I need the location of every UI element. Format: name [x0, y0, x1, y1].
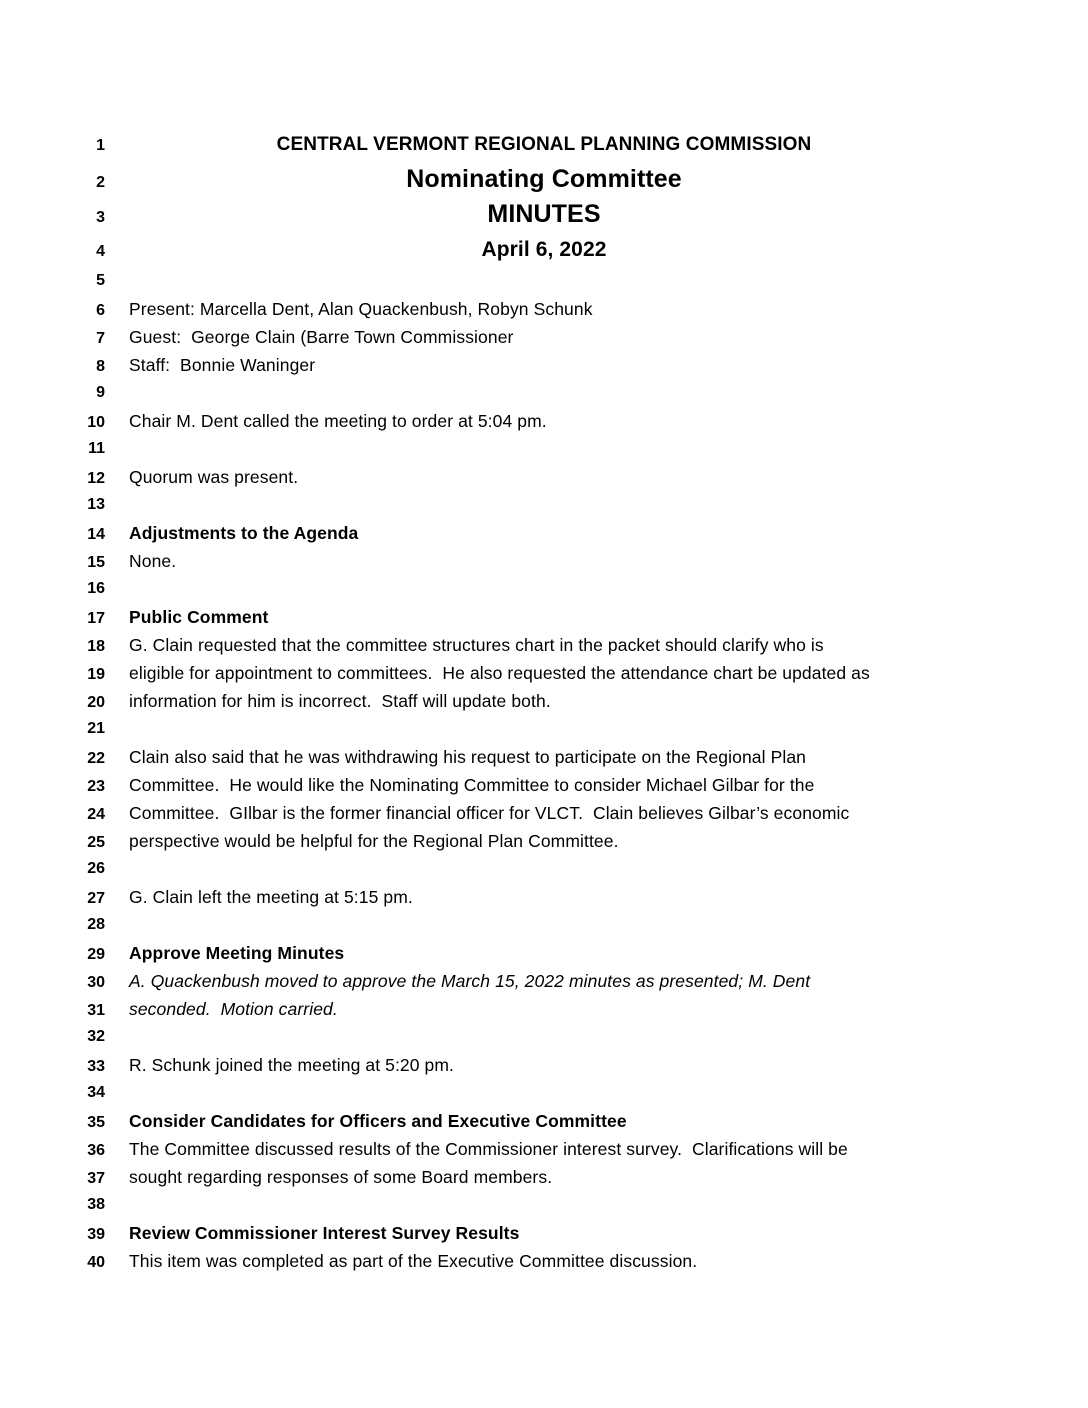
line-row [0, 435, 1088, 463]
line-text: Guest: George Clain (Barre Town Commissioner [129, 327, 514, 347]
line-row [0, 967, 1088, 995]
line-text: G. Clain requested that the committee structures chart in the packet should clarify who is [129, 635, 824, 655]
line-row [0, 715, 1088, 743]
line-text: Quorum was present. [129, 467, 299, 487]
line-text: None. [129, 551, 177, 571]
line-row [0, 295, 1088, 323]
line-number: 12 [87, 470, 105, 487]
line-number: 33 [87, 1058, 105, 1075]
line-row [0, 883, 1088, 911]
line-row [0, 603, 1088, 631]
line-row [0, 1191, 1088, 1219]
line-text: The Committee discussed results of the Commissioner interest survey. Clarifications will be [129, 1139, 848, 1159]
line-number: 4 [96, 243, 105, 260]
document-title-text: CENTRAL VERMONT REGIONAL PLANNING COMMISSION [276, 134, 812, 155]
line-number: 35 [87, 1114, 105, 1131]
line-number: 3 [96, 209, 105, 226]
line-row [0, 827, 1088, 855]
line-text: G. Clain left the meeting at 5:15 pm. [129, 887, 413, 907]
line-row [0, 687, 1088, 715]
line-number: 21 [87, 720, 105, 737]
line-row [0, 379, 1088, 407]
line-number: 32 [87, 1028, 105, 1045]
line-row [0, 519, 1088, 547]
line-text: perspective would be helpful for the Regional Plan Committee. [129, 831, 619, 851]
line-text: eligible for appointment to committees. He also requested the attendance chart be updated as [129, 663, 870, 683]
section-heading-text: Approve Meeting Minutes [129, 943, 345, 963]
line-text: R. Schunk joined the meeting at 5:20 pm. [129, 1055, 455, 1075]
line-text: Staff: Bonnie Waninger [129, 355, 316, 375]
line-number: 40 [87, 1254, 105, 1271]
line-number: 15 [87, 554, 105, 571]
line-number: 17 [87, 610, 105, 627]
line-number: 38 [87, 1196, 105, 1213]
line-number: 25 [87, 834, 105, 851]
line-row [0, 1247, 1088, 1275]
line-number: 2 [96, 174, 105, 191]
line-number: 28 [87, 916, 105, 933]
line-number: 26 [87, 860, 105, 877]
line-row [0, 1079, 1088, 1107]
line-number: 13 [87, 496, 105, 513]
line-number: 36 [87, 1142, 105, 1159]
line-number: 9 [96, 384, 105, 401]
line-text: Present: Marcella Dent, Alan Quackenbush, Robyn Schunk [129, 299, 593, 319]
line-text: Clain also said that he was withdrawing his request to participate on the Regional Plan [129, 747, 807, 767]
line-number: 39 [87, 1226, 105, 1243]
line-row [0, 407, 1088, 435]
line-text: A. Quackenbush moved to approve the March 15, 2022 minutes as presented; M. Dent [129, 971, 811, 991]
line-text: seconded. Motion carried. [129, 999, 338, 1019]
line-row [0, 939, 1088, 967]
line-row [0, 547, 1088, 575]
line-row [0, 771, 1088, 799]
line-row [0, 323, 1088, 351]
line-row [0, 575, 1088, 603]
section-heading-text: Adjustments to the Agenda [129, 523, 359, 543]
line-row [0, 232, 1088, 267]
document-body [0, 127, 1088, 1275]
line-row [0, 1051, 1088, 1079]
line-row [0, 911, 1088, 939]
line-number: 22 [87, 750, 105, 767]
line-number: 1 [96, 137, 105, 154]
line-text: information for him is incorrect. Staff will update both. [129, 691, 551, 711]
line-number: 19 [87, 666, 105, 683]
line-row [0, 1135, 1088, 1163]
line-row [0, 351, 1088, 379]
line-row [0, 463, 1088, 491]
line-text: Committee. GIlbar is the former financial officer for VLCT. Clain believes Gilbar’s economic [129, 803, 850, 823]
line-row [0, 491, 1088, 519]
line-number: 7 [96, 330, 105, 347]
line-number: 27 [87, 890, 105, 907]
line-row [0, 127, 1088, 162]
section-heading-text: Consider Candidates for Officers and Executive Committee [129, 1111, 627, 1131]
document-heading-text: Nominating Committee [406, 165, 682, 193]
section-heading-text: Public Comment [129, 607, 269, 627]
document-date-text: April 6, 2022 [481, 238, 607, 261]
line-number: 16 [87, 580, 105, 597]
line-number: 6 [96, 302, 105, 319]
line-number: 8 [96, 358, 105, 375]
line-text: Committee. He would like the Nominating Committee to consider Michael Gilbar for the [129, 775, 815, 795]
document-heading-text: MINUTES [487, 200, 601, 228]
line-row [0, 1219, 1088, 1247]
line-number: 34 [87, 1084, 105, 1101]
line-row [0, 162, 1088, 197]
line-row [0, 197, 1088, 232]
line-row [0, 1107, 1088, 1135]
line-number: 18 [87, 638, 105, 655]
line-number: 30 [87, 974, 105, 991]
line-row [0, 743, 1088, 771]
line-row [0, 267, 1088, 295]
line-number: 5 [96, 272, 105, 289]
line-text: This item was completed as part of the Executive Committee discussion. [129, 1251, 698, 1271]
line-row [0, 1163, 1088, 1191]
line-number: 24 [87, 806, 105, 823]
line-row [0, 631, 1088, 659]
section-heading-text: Review Commissioner Interest Survey Results [129, 1223, 520, 1243]
line-number: 23 [87, 778, 105, 795]
line-number: 10 [87, 414, 105, 431]
line-number: 31 [87, 1002, 105, 1019]
line-text: sought regarding responses of some Board members. [129, 1167, 553, 1187]
line-row [0, 659, 1088, 687]
line-row [0, 855, 1088, 883]
line-number: 20 [87, 694, 105, 711]
line-row [0, 1023, 1088, 1051]
line-number: 37 [87, 1170, 105, 1187]
line-text: Chair M. Dent called the meeting to order at 5:04 pm. [129, 411, 547, 431]
line-number: 29 [87, 946, 105, 963]
line-row [0, 799, 1088, 827]
line-number: 14 [87, 526, 105, 543]
line-row [0, 995, 1088, 1023]
line-number: 11 [88, 440, 105, 457]
